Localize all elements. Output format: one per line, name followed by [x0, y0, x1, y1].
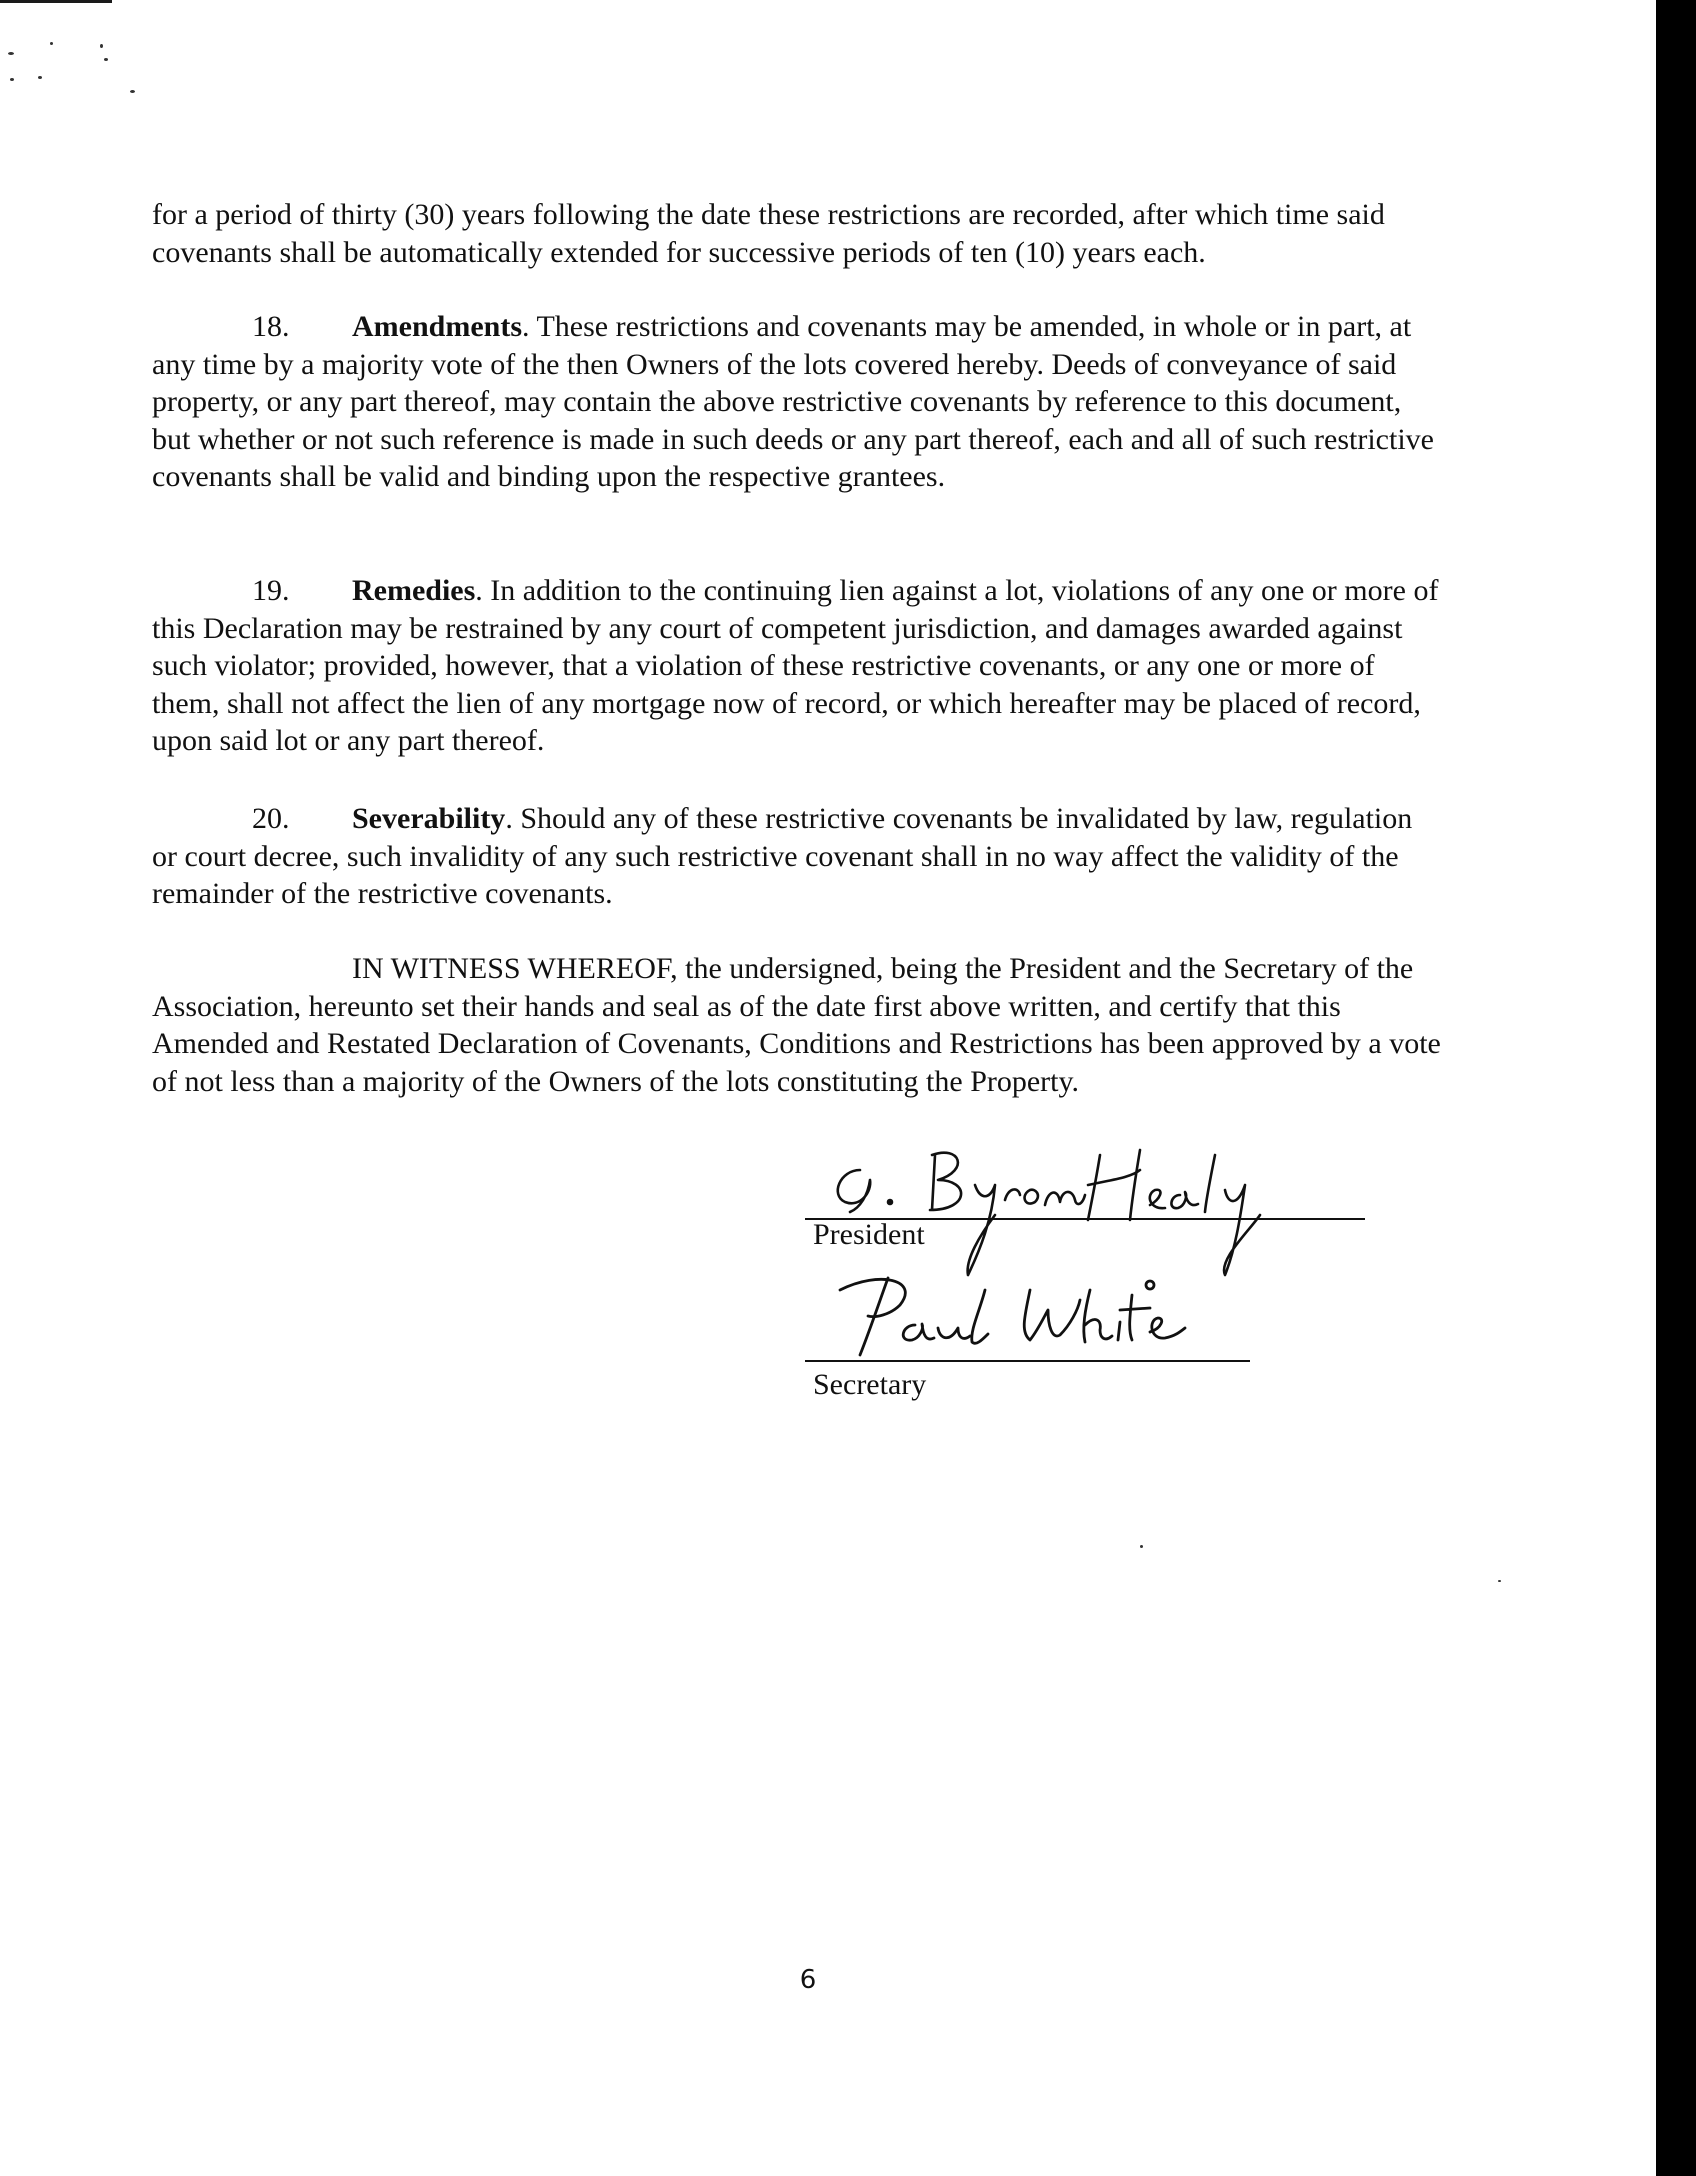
president-label: President: [813, 1218, 925, 1251]
scan-right-edge: [1656, 0, 1696, 2176]
section-body: . In addition to the continuing lien against a lot, violations of any one or more of this Declaration may be restrained by any court of competent jurisdiction, and damages awarded against such violator; provided, however, that a violation of these restrictive covenants, or any one or more of them, shall not affect the lien of any mortgage now of record, or which hereafter may be placed of record, upon said lot or any part thereof.: [152, 574, 1439, 757]
section-number: 19.: [252, 574, 290, 607]
section-heading: Severability: [352, 802, 506, 835]
opening-paragraph-text: for a period of thirty (30) years following the date these restrictions are recorded, after which time said covenants shall be automatically extended for successive periods of ten (10) years each.: [152, 198, 1385, 269]
secretary-signature: [820, 1270, 1300, 1360]
section-20: [152, 800, 1442, 913]
section-number: 20.: [252, 802, 290, 835]
scan-speck: [1140, 1545, 1143, 1548]
scan-specks: [0, 30, 160, 110]
witness-paragraph: [152, 950, 1442, 1100]
witness-paragraph-text: IN WITNESS WHEREOF, the undersigned, being the President and the Secretary of the Association, hereunto set their hands and seal as of the date first above written, and certify that this Amended and Restated Declaration of Covenants, Conditions and Restrictions has been approved by a vote of not less than a majority of the Owners of the lots constituting the Property.: [152, 952, 1441, 1098]
scan-speck: [1498, 1580, 1501, 1582]
section-19: [152, 572, 1442, 760]
section-heading: Remedies: [352, 574, 476, 607]
president-signature: [820, 1140, 1380, 1290]
section-heading: Amendments: [352, 310, 522, 343]
scan-top-rule: [0, 0, 112, 3]
secretary-signature-line: [805, 1360, 1250, 1362]
section-body: . Should any of these restrictive covenants be invalidated by law, regulation or court decree, such invalidity of any such restrictive covenant shall in no way affect the validity of the remainder of the restrictive covenants.: [152, 802, 1413, 910]
page-number: 6: [799, 1965, 817, 1995]
secretary-label: Secretary: [813, 1368, 927, 1401]
section-body: . These restrictions and covenants may be amended, in whole or in part, at any time by a majority vote of the then Owners of the lots covered hereby. Deeds of conveyance of said property, or any part thereof, may contain the above restrictive covenants by reference to this document, but whether or not such reference is made in such deeds or any part thereof, each and all of such restrictive covenants shall be valid and binding upon the respective grantees.: [152, 310, 1434, 493]
section-18: [152, 308, 1442, 496]
opening-paragraph: [152, 196, 1442, 271]
section-number: 18.: [252, 310, 290, 343]
